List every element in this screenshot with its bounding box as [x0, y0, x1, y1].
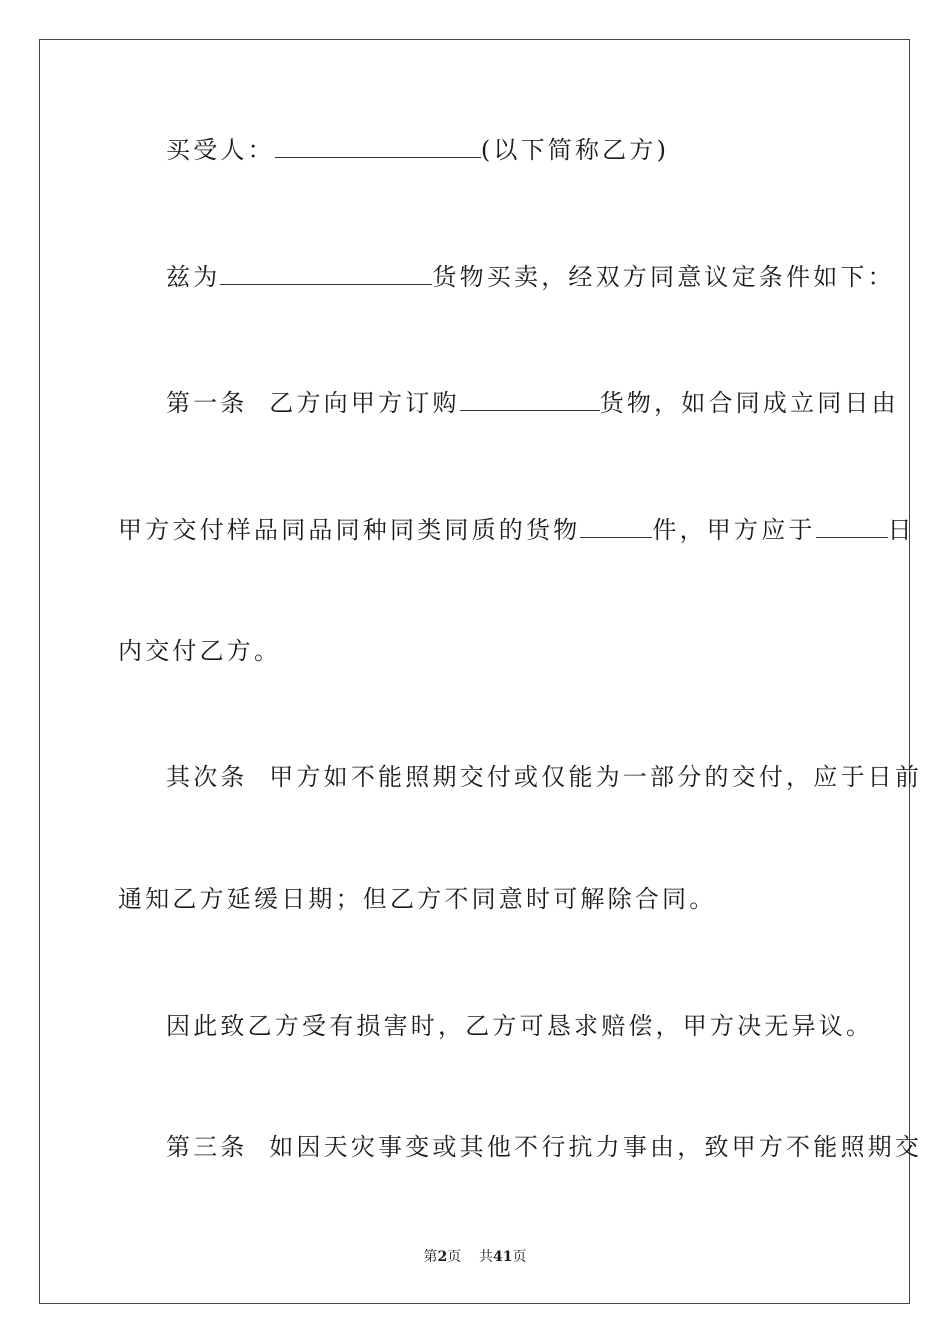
goods-blank: [220, 262, 432, 285]
total-pages: 41: [493, 1249, 513, 1265]
article-2-line-1: 其次条 甲方如不能照期交付或仅能为一部分的交付，应于日前: [166, 763, 923, 791]
footer-prefix: 第: [423, 1249, 438, 1265]
page-footer: [0, 1246, 950, 1266]
days-blank: [816, 515, 888, 538]
article-1-day: 日: [887, 516, 915, 544]
preamble-start: 兹为: [166, 263, 221, 291]
order-goods-blank: [460, 388, 600, 411]
buyer-note: (以下简称乙方): [480, 136, 670, 164]
article-1-line-2: [118, 515, 915, 545]
article-1-line-1: [166, 388, 899, 418]
article-1-mid: 件，甲方应于: [652, 516, 816, 544]
article-3-line-1: 第三条 如因天灾事变或其他不行抗力事由，致甲方不能照期交: [166, 1133, 923, 1161]
article-2-line-3: 因此致乙方受有损害时，乙方可恳求赔偿，甲方决无异议。: [166, 1012, 874, 1040]
buyer-blank: [275, 135, 481, 158]
article-1-line-3: 内交付乙方。: [118, 637, 282, 665]
page-number: 2: [437, 1249, 448, 1265]
footer-middle: 页 共: [447, 1249, 494, 1265]
footer-suffix: 页: [512, 1249, 527, 1265]
article-1-end: 货物，如合同成立同日由: [599, 389, 899, 417]
buyer-line: [166, 135, 669, 165]
page-border: [39, 39, 910, 1304]
article-2-line-2: 通知乙方延缓日期；但乙方不同意时可解除合同。: [118, 885, 717, 913]
quantity-blank: [580, 515, 652, 538]
article-1-cont: 甲方交付样品同品同种同类同质的货物: [118, 516, 581, 544]
article-1-start: 第一条 乙方向甲方订购: [166, 389, 460, 417]
preamble-line: [166, 262, 895, 292]
preamble-end: 货物买卖，经双方同意议定条件如下：: [432, 263, 895, 291]
buyer-label: 买受人：: [166, 136, 275, 164]
